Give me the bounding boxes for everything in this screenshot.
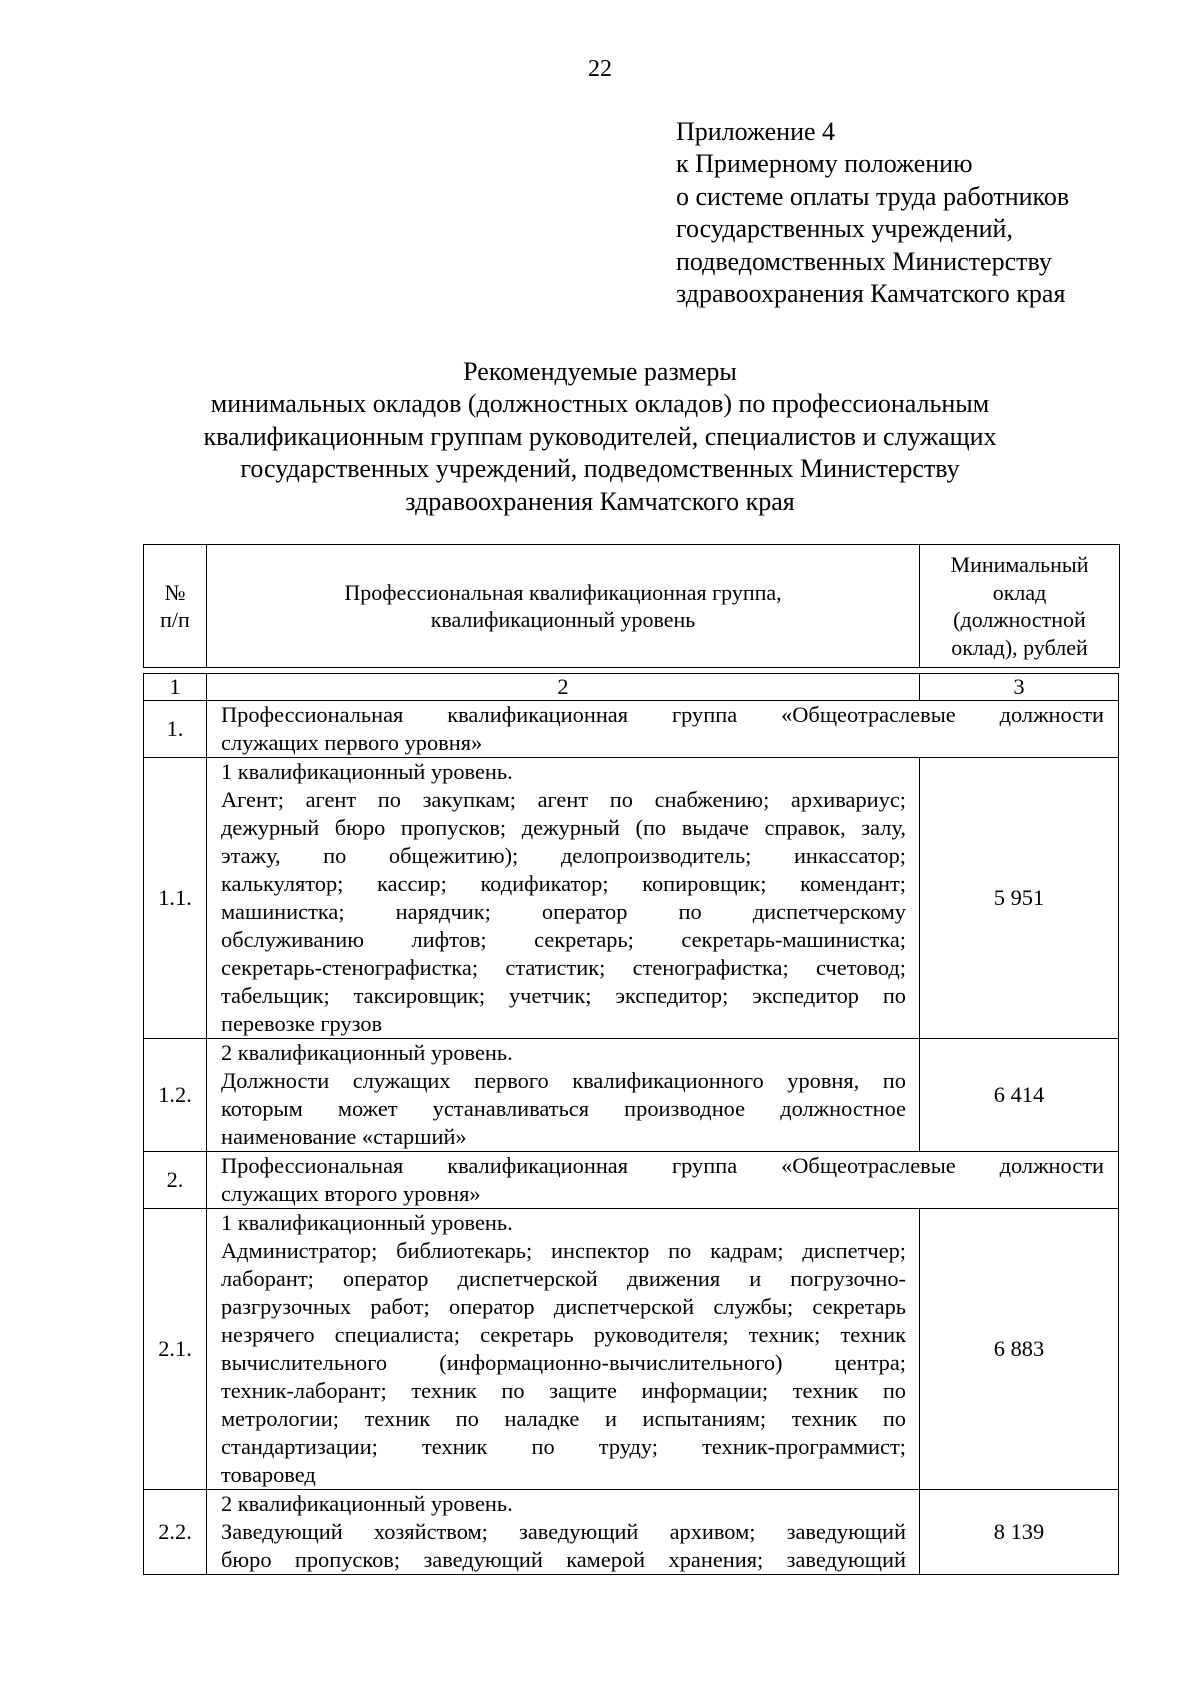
appendix-line: здравоохранения Камчатского края: [676, 279, 1066, 309]
header-salary-column: [920, 545, 1120, 668]
header-text: Профессиональная квалификационная группа,: [344, 579, 782, 605]
level-description: [207, 758, 920, 1039]
table-row: [144, 1490, 1119, 1575]
appendix-line: Приложение 4: [676, 117, 836, 146]
column-number: 3: [920, 674, 1119, 701]
text-line: секретарь-стенографистка; статистик; стенографистка; счетовод;: [221, 955, 906, 980]
title-line: квалификационным группам руководителей, специалистов и служащих: [203, 421, 997, 451]
salary-value: 5 951: [920, 758, 1119, 1039]
row-number: 1.2.: [144, 1039, 207, 1152]
text-line: 2 квалификационный уровень.: [221, 1040, 513, 1065]
text-line: служащих первого уровня»: [221, 730, 483, 755]
header-text: п/п: [160, 607, 190, 632]
level-description: [207, 1209, 920, 1490]
salary-table: [143, 673, 1119, 1575]
table-row: [144, 1209, 1119, 1490]
group-title: [207, 701, 1119, 758]
text-line: разгрузочных работ; оператор диспетчерской службы; секретарь: [221, 1294, 906, 1319]
column-number: 2: [207, 674, 920, 701]
table-row: [144, 1039, 1119, 1152]
text-line: наименование «старший»: [221, 1124, 467, 1149]
text-line: перевозке грузов: [221, 1011, 383, 1036]
title-line: государственных учреждений, подведомственных Министерству: [240, 454, 960, 484]
header-text: №: [164, 579, 186, 605]
level-description: [207, 1039, 920, 1152]
text-line: 1 квалификационный уровень.: [221, 759, 513, 784]
level-description: [207, 1490, 920, 1575]
text-line: товаровед: [221, 1462, 316, 1487]
salary-value: 6 414: [920, 1039, 1119, 1152]
appendix-line: подведомственных Министерству: [676, 246, 1052, 276]
row-number: 2.2.: [144, 1490, 207, 1575]
row-number: 1.: [144, 701, 207, 758]
appendix-line: о системе оплаты труда работников: [676, 181, 1070, 211]
text-line: 2 квалификационный уровень.: [221, 1491, 513, 1516]
text-line: Должности служащих первого квалификационного уровня, по: [221, 1068, 906, 1093]
header-text: (должностной: [953, 607, 1086, 632]
title-line: минимальных окладов (должностных окладов) по профессиональным: [210, 389, 990, 419]
appendix-line: к Примерному положению: [676, 149, 973, 179]
header-group-column: [207, 545, 920, 668]
text-line: дежурный бюро пропусков; дежурный (по выдаче справок, залу,: [221, 815, 906, 840]
salary-value: 6 883: [920, 1209, 1119, 1490]
text-line: метрологии; техник по наладке и испытаниям; техник по: [221, 1406, 906, 1431]
table-row: [144, 1152, 1119, 1209]
row-number: 2.: [144, 1152, 207, 1209]
table-row: [144, 758, 1119, 1039]
text-line: лаборант; оператор диспетчерской движения и погрузочно-: [221, 1266, 906, 1291]
title-line: Рекомендуемые размеры: [463, 357, 737, 386]
page-number: 22: [588, 56, 612, 82]
group-title: [207, 1152, 1119, 1209]
text-line: этажу, по общежитию); делопроизводитель; инкассатор;: [221, 843, 906, 868]
appendix-line: государственных учреждений,: [676, 214, 1013, 244]
row-number: 2.1.: [144, 1209, 207, 1490]
text-line: стандартизации; техник по труду; техник-программист;: [221, 1434, 906, 1459]
text-line: Профессиональная квалификационная группа «Общеотраслевые должности: [221, 702, 1104, 727]
document-title: [0, 356, 1200, 518]
column-number-row: [144, 674, 1119, 701]
text-line: техник-лаборант; техник по защите информации; техник по: [221, 1378, 906, 1403]
text-line: вычислительного (информационно-вычислительного) центра;: [221, 1350, 906, 1375]
text-line: Агент; агент по закупкам; агент по снабжению; архивариус;: [221, 787, 906, 812]
text-line: незрячего специалиста; секретарь руководителя; техник; техник: [221, 1322, 906, 1347]
title-line: здравоохранения Камчатского края: [405, 486, 795, 516]
appendix-reference: [676, 116, 1176, 310]
header-text: оклад), рублей: [951, 634, 1088, 660]
text-line: калькулятор; кассир; кодификатор; копировщик; комендант;: [221, 871, 906, 896]
table-header: [143, 544, 1120, 668]
salary-value: 8 139: [920, 1490, 1119, 1575]
text-line: машинистка; нарядчик; оператор по диспетчерскому: [221, 899, 906, 924]
text-line: служащих второго уровня»: [221, 1181, 481, 1206]
text-line: обслуживанию лифтов; секретарь; секретарь-машинистка;: [221, 927, 906, 952]
text-line: которым может устанавливаться производное должностное: [221, 1096, 906, 1121]
row-number: 1.1.: [144, 758, 207, 1039]
table-row: [144, 701, 1119, 758]
header-text: Минимальный: [950, 552, 1089, 577]
text-line: табельщик; таксировщик; учетчик; экспедитор; экспедитор по: [221, 983, 906, 1008]
text-line: Администратор; библиотекарь; инспектор по кадрам; диспетчер;: [221, 1238, 906, 1263]
text-line: Заведующий хозяйством; заведующий архивом; заведующий: [221, 1519, 906, 1544]
text-line: бюро пропусков; заведующий камерой хранения; заведующий: [221, 1547, 906, 1572]
header-text: оклад: [992, 579, 1047, 605]
header-number-column: [144, 545, 207, 668]
text-line: 1 квалификационный уровень.: [221, 1210, 513, 1235]
column-number: 1: [144, 674, 207, 701]
header-text: квалификационный уровень: [430, 607, 696, 632]
text-line: Профессиональная квалификационная группа «Общеотраслевые должности: [221, 1153, 1104, 1178]
